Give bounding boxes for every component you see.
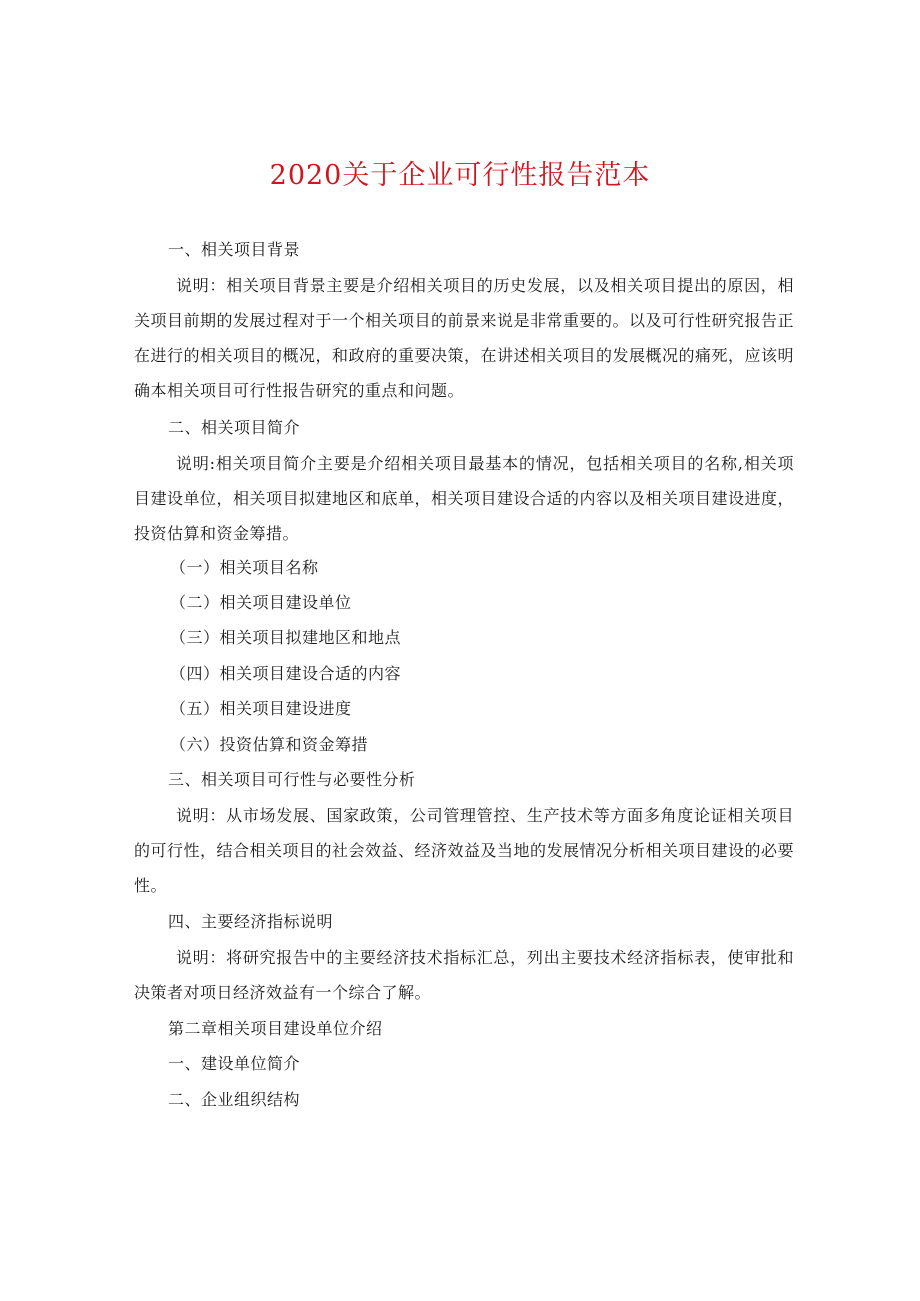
section-2-item-2: （二）相关项目建设单位 (170, 593, 352, 612)
chapter-2-item-1: 一、建设单位简介 (168, 1054, 301, 1073)
section-2-item-5: （五）相关项目建设进度 (170, 699, 352, 718)
section-2-heading: 二、相关项目简介 (168, 418, 301, 437)
section-2-description: 说明:相关项目简介主要是介绍相关项目最基本的情况，包括相关项目的名称,相关项目建设单位，相关项目拟建地区和底单，相关项目建设合适的内容以及相关项目建设进度，投资估算和资金筹措。 (134, 454, 795, 543)
document-title: 2020关于企业可行性报告范本 (269, 160, 651, 191)
chapter-2-item-2: 二、企业组织结构 (168, 1090, 301, 1109)
section-4-heading: 四、主要经济指标说明 (168, 912, 334, 931)
section-2-item-6: （六）投资估算和资金筹措 (170, 735, 369, 754)
section-4-description: 说明：将研究报告中的主要经济技术指标汇总，列出主要技术经济指标表，使审批和决策者对项日经济效益有一个综合了解。 (134, 948, 794, 1002)
section-2-item-3: （三）相关项目拟建地区和地点 (170, 628, 402, 647)
section-2-item-1: （一）相关项目名称 (170, 558, 319, 577)
section-1-heading: 一、相关项目背景 (168, 240, 301, 259)
chapter-2-heading: 第二章相关项目建设单位介绍 (168, 1019, 383, 1038)
section-3-description: 说明：从市场发展、国家政策，公司管理管控、生产技术等方面多角度论证相关项目的可行性，结合相关项目的社会效益、经济效益及当地的发展情况分析相关项目建设的必要性。 (134, 806, 795, 895)
section-1-description: 说明：相关项目背景主要是介绍相关项目的历史发展，以及相关项目提出的原因，相关项目前期的发展过程对于一个相关项目的前景来说是非常重要的。以及可行性研究报告正在进行的相关项目的概况，和政府的重要决策，在讲述相关项目的发展概况的痛死，应该明确本相关项目可行性报告研究的重点和问题。 (134, 276, 795, 400)
section-2-item-4: （四）相关项目建设合适的内容 (170, 664, 402, 683)
section-3-heading: 三、相关项目可行性与必要性分析 (168, 770, 416, 789)
